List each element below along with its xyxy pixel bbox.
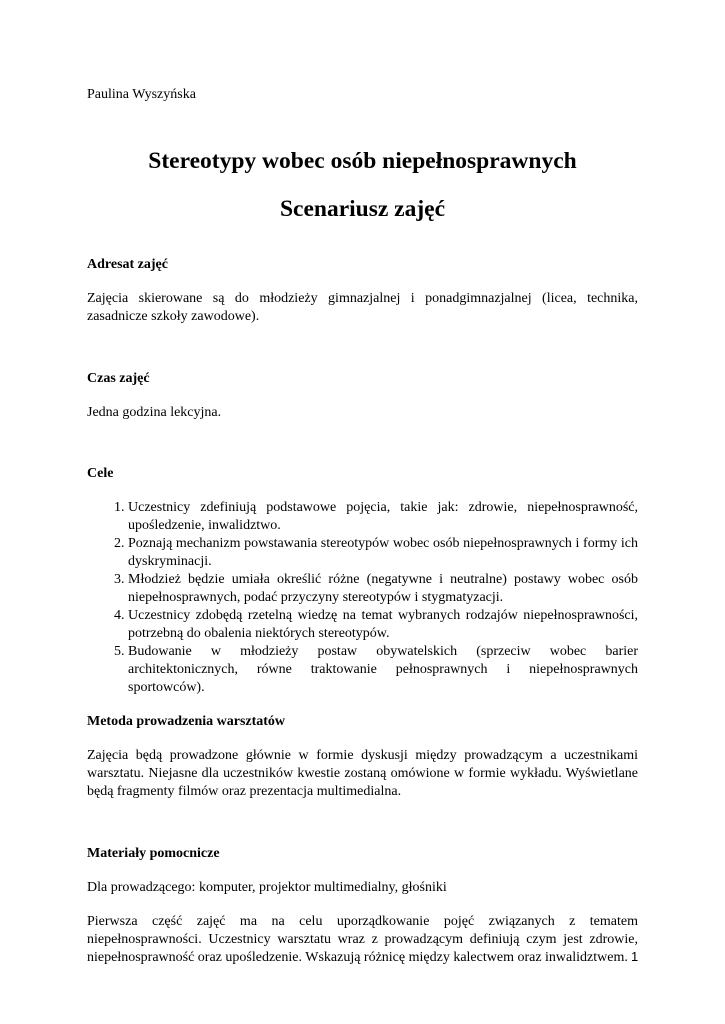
goals-list — [87, 499, 638, 697]
section-heading-goals: Cele — [87, 466, 114, 481]
list-item: 3. Młodzież będzie umiała określić różne (negatywne i neutralne) postawy wobec osób niepełnosprawnych, podać przyczyny stereotypów i stygmatyzacji. — [128, 571, 638, 607]
list-item: 5. Budowanie w młodzieży postaw obywatelskich (sprzeciw wobec barier architektonicznych, równe traktowanie pełnosprawnych i niepełnosprawnych sportowców). — [128, 643, 638, 697]
section-heading-materials: Materiały pomocnicze — [87, 846, 220, 861]
section-text-duration: Jedna godzina lekcyjna. — [87, 405, 222, 420]
page-number: 1 — [631, 949, 639, 964]
section-text-first-part: Pierwsza część zajęć ma na celu uporządkowanie pojęć związanych z tematem niepełnosprawności. Uczestnicy warsztatu wraz z prowadzącym definiują czym jest zdrowie, niepełnosprawność oraz upośledzenie. Wskazują różnicę między kalectwem oraz inwalidztwem. — [87, 914, 638, 965]
section-text-materials: Dla prowadzącego: komputer, projektor multimedialny, głośniki — [87, 880, 447, 895]
section-text-audience: Zajęcia skierowane są do młodzieży gimnazjalnej i ponadgimnazjalnej (licea, technika, zasadnicze szkoły zawodowe). — [87, 291, 638, 324]
list-item: 4. Uczestnicy zdobędą rzetelną wiedzę na temat wybranych rodzajów niepełnosprawności, potrzebną do obalenia niektórych stereotypów. — [128, 607, 638, 643]
section-heading-duration: Czas zajęć — [87, 371, 150, 386]
section-heading-method: Metoda prowadzenia warsztatów — [87, 714, 286, 729]
section-heading-audience: Adresat zajęć — [87, 257, 168, 272]
list-item: 1. Uczestnicy zdefiniują podstawowe pojęcia, takie jak: zdrowie, niepełnosprawność, upośledzenie, inwalidztwo. — [128, 499, 638, 535]
document-subtitle: Scenariusz zajęć — [279, 196, 446, 222]
document-title: Stereotypy wobec osób niepełnosprawnych — [148, 148, 577, 174]
author-name: Paulina Wyszyńska — [87, 87, 196, 102]
document-body — [87, 256, 638, 967]
section-text-method: Zajęcia będą prowadzone głównie w formie dyskusji między prowadzącym a uczestnikami warsztatu. Niejasne dla uczestników kwestie zostaną omówione w formie wykładu. Wyświetlane będą fragmenty filmów oraz prezentacja multimedialna. — [87, 748, 638, 799]
list-item: 2. Poznają mechanizm powstawania stereotypów wobec osób niepełnosprawnych i formy ich dyskryminacji. — [128, 535, 638, 571]
